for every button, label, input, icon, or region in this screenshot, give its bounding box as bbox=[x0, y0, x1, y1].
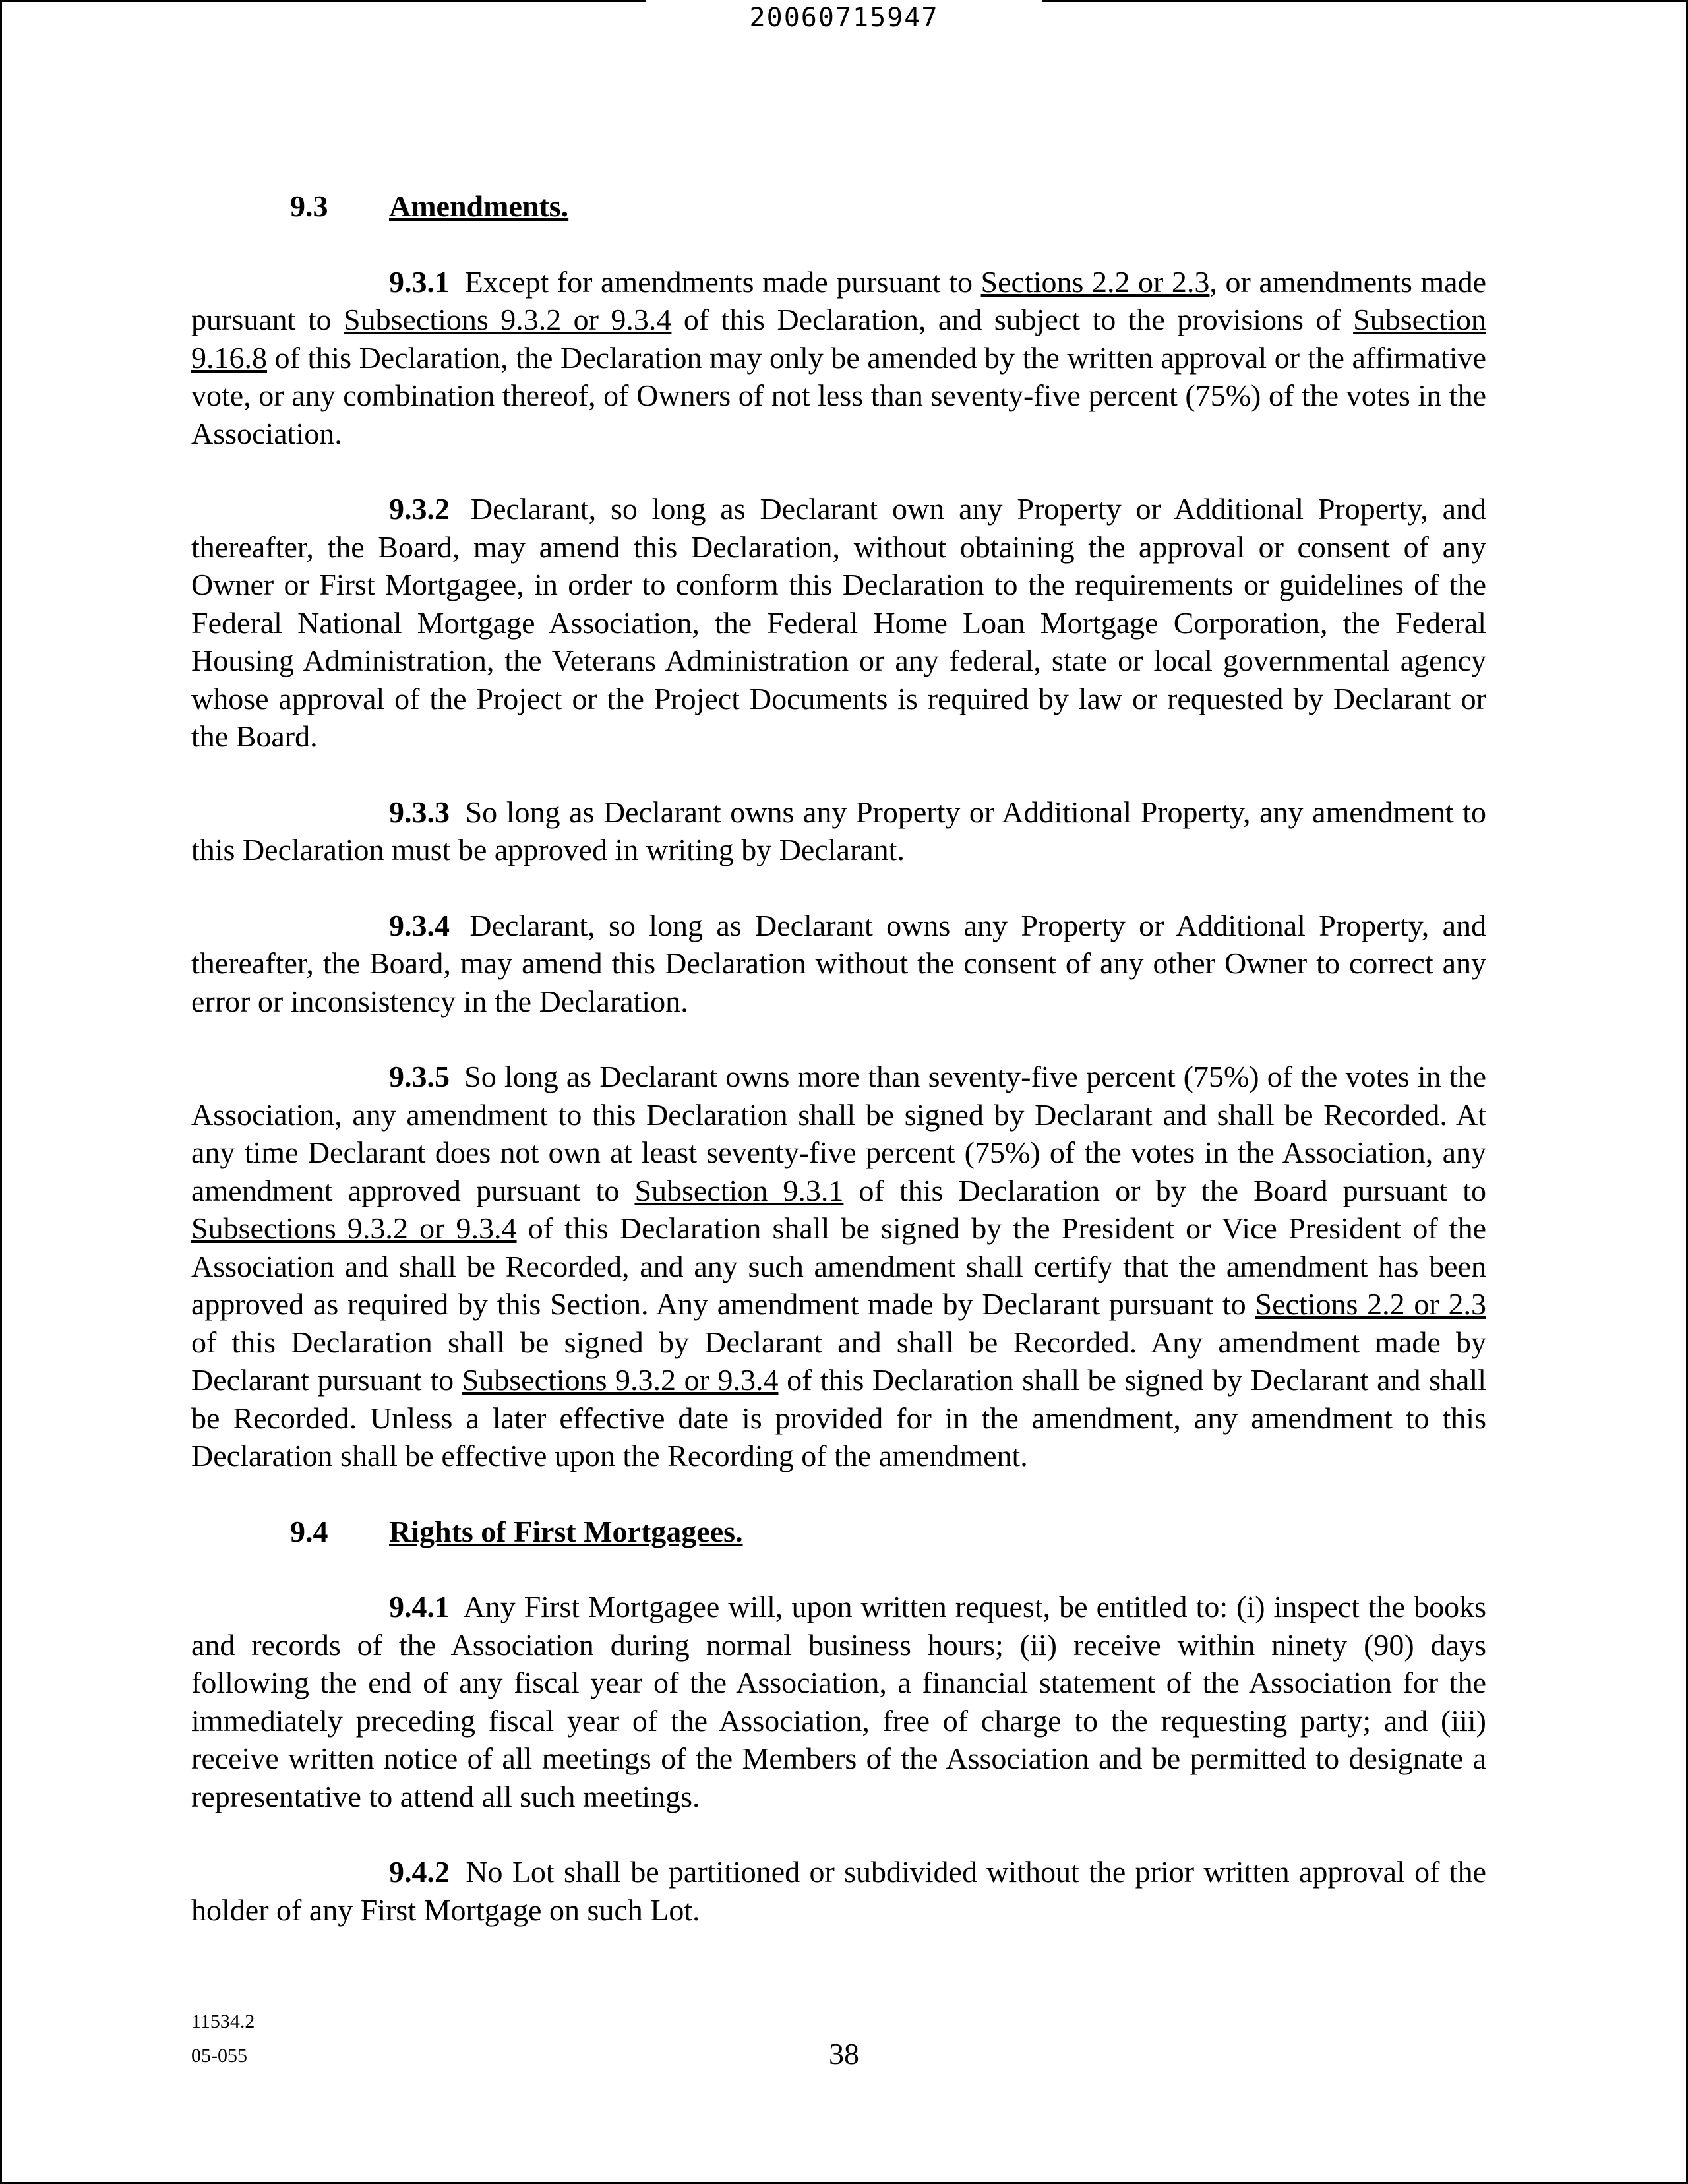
document-body bbox=[191, 187, 1486, 1966]
paragraph-text: of this Declaration shall be signed by Declarant and shall be Recorded. Unless a later effective date is provided for in the amendment, any amendment to this Declaration shall be effective upon the Recording of the amendment. bbox=[191, 1363, 1486, 1472]
paragraph-9-3-4 bbox=[191, 907, 1486, 1021]
paragraph-number: 9.4.2 bbox=[389, 1855, 450, 1889]
page-border-left bbox=[0, 0, 2, 2184]
section-number: 9.4 bbox=[290, 1514, 328, 1548]
section-number: 9.3 bbox=[290, 189, 328, 223]
cross-reference: Subsections 9.3.2 or 9.3.4 bbox=[191, 1211, 517, 1245]
paragraph-text: No Lot shall be partitioned or subdivided without the prior written approval of the holder of any First Mortgage on such Lot. bbox=[191, 1855, 1486, 1927]
cross-reference: Subsections 9.3.2 or 9.3.4 bbox=[462, 1363, 779, 1397]
paragraph-text: So long as Declarant owns any Property or Additional Property, any amendment to this Declaration must be approved in writing by Declarant. bbox=[191, 795, 1487, 866]
cross-reference: Subsections 9.3.2 or 9.3.4 bbox=[344, 303, 672, 336]
paragraph-text: of this Declaration, and subject to the provisions of bbox=[671, 303, 1354, 336]
paragraph-number: 9.3.2 bbox=[389, 492, 450, 526]
section-title: Amendments. bbox=[389, 189, 569, 223]
page-border-top-right bbox=[1042, 0, 1688, 2]
paragraph-9-4-1 bbox=[191, 1588, 1486, 1815]
paragraph-9-3-2 bbox=[191, 490, 1486, 756]
section-heading-9-3 bbox=[290, 187, 1486, 226]
cross-reference: Subsection 9.16.8 bbox=[191, 303, 1486, 375]
footer-doc-id: 11534.2 bbox=[191, 2011, 255, 2032]
section-title: Rights of First Mortgagees. bbox=[389, 1514, 743, 1548]
paragraph-text: Except for amendments made pursuant to bbox=[464, 264, 981, 299]
paragraph-text: of this Declaration shall be signed by the President or Vice President of the Association and shall be Recorded, and any such amendment shall certify that the amendment has been approved as required by this Section. Any amendment made by Declarant pursuant to bbox=[191, 1211, 1486, 1321]
paragraph-9-3-5 bbox=[191, 1058, 1486, 1475]
paragraph-text: So long as Declarant owns more than seventy-five percent (75%) of the votes in the Association, any amendment to this Declaration shall be signed by Declarant and shall be Recorded. At any time Declarant does not own at least seventy-five percent (75%) of the votes in the Association, any amendment approved pursuant to bbox=[191, 1060, 1487, 1207]
paragraph-text: , or amendments made pursuant to bbox=[191, 264, 1487, 336]
paragraph-number: 9.3.5 bbox=[389, 1060, 450, 1093]
document-number: 20060715947 bbox=[749, 3, 939, 33]
paragraph-text: Declarant, so long as Declarant own any Property or Additional Property, and thereafter, the Board, may amend this Declaration, without obtaining the approval or consent of any Owner or First Mortgagee, in order to conform this Declaration to the requirements or guidelines of the Federal National Mortgage Association, the Federal Home Loan Mortgage Corporation, the Federal Housing Administration, the Veterans Administration or any federal, state or local governmental agency whose approval of the Project or the Project Documents is required by law or requested by Declarant or the Board. bbox=[191, 492, 1486, 753]
cross-reference: Sections 2.2 or 2.3 bbox=[1255, 1287, 1486, 1321]
paragraph-number: 9.4.1 bbox=[389, 1590, 450, 1623]
paragraph-9-3-1 bbox=[191, 263, 1486, 453]
paragraph-text: of this Declaration or by the Board pursuant to bbox=[843, 1173, 1486, 1207]
paragraph-text: of this Declaration, the Declaration may only be amended by the written approval or the affirmative vote, or any combination thereof, of Owners of not less than seventy-five percent (75%) of the votes in the Association. bbox=[191, 340, 1486, 450]
cross-reference: Sections 2.2 or 2.3 bbox=[980, 264, 1210, 299]
paragraph-text: of this Declaration shall be signed by Declarant and shall be Recorded. Any amendment made by Declarant pursuant to bbox=[191, 1325, 1486, 1397]
cross-reference: Subsection 9.3.1 bbox=[634, 1173, 844, 1207]
paragraph-number: 9.3.3 bbox=[389, 795, 450, 829]
paragraph-number: 9.3.1 bbox=[389, 264, 450, 299]
paragraph-9-3-3 bbox=[191, 793, 1486, 869]
paragraph-text: Declarant, so long as Declarant owns any Property or Additional Property, and thereafter, the Board, may amend this Declaration without the consent of any other Owner to correct any error or inconsistency in the Declaration. bbox=[191, 908, 1486, 1018]
paragraph-number: 9.3.4 bbox=[389, 908, 450, 942]
section-heading-9-4 bbox=[290, 1513, 1486, 1551]
footer-file-number: 05-055 bbox=[191, 2045, 247, 2067]
paragraph-9-4-2 bbox=[191, 1853, 1486, 1929]
paragraph-text: Any First Mortgagee will, upon written request, be entitled to: (i) inspect the books and records of the Association during normal business hours; (ii) receive within ninety (90) days following the end of any fiscal year of the Association, a financial statement of the Association for the immediately preceding fiscal year of the Association, free of charge to the requesting party; and (iii) receive written notice of all meetings of the Members of the Association and be permitted to designate a representative to attend all such meetings. bbox=[191, 1590, 1486, 1813]
page-number: 38 bbox=[829, 2037, 859, 2071]
page-border-top-left bbox=[0, 0, 646, 2]
